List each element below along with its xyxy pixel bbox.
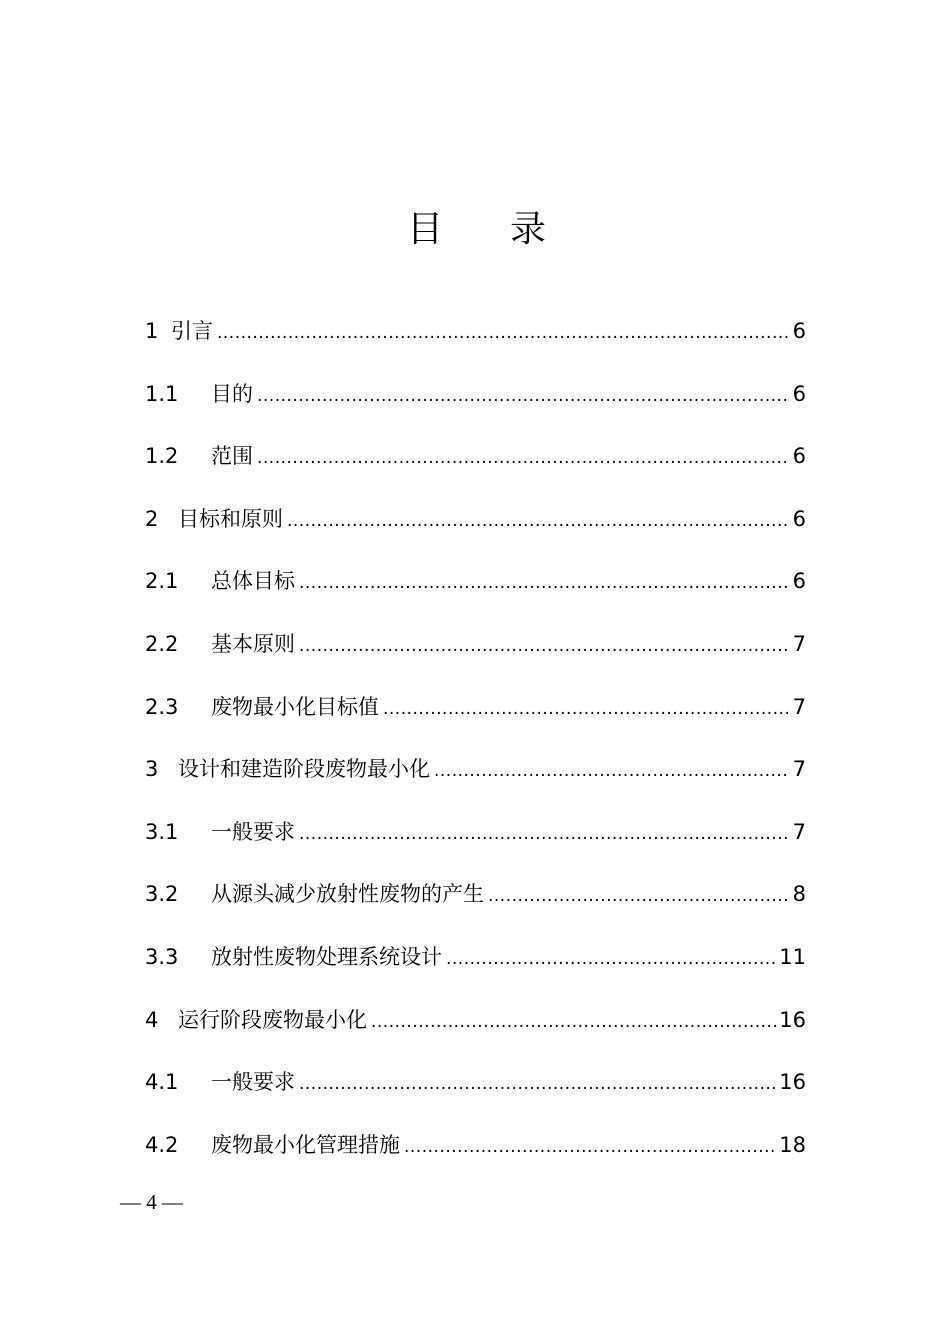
- toc-entry-number: 2.2: [145, 631, 179, 656]
- toc-title-char-1: 目: [407, 209, 444, 250]
- toc-entry-number: 4.1: [145, 1070, 179, 1095]
- toc-dot-leader: [488, 865, 790, 928]
- toc-dot-leader: [434, 740, 790, 803]
- toc-title: [0, 204, 950, 260]
- toc-entry-page: 18: [779, 1132, 806, 1157]
- toc-entry[interactable]: [145, 989, 806, 1052]
- toc-entry-title: 一般要求: [211, 819, 295, 844]
- toc-entry-title: 目的: [211, 381, 253, 406]
- toc-dot-leader: [299, 615, 790, 678]
- toc-entry-title: 从源头减少放射性废物的产生: [211, 882, 484, 907]
- toc-entry-number: 4: [145, 1007, 159, 1032]
- toc-entry[interactable]: [145, 1051, 806, 1114]
- toc-entry-page: 7: [792, 757, 806, 782]
- toc-entry[interactable]: [145, 1114, 806, 1177]
- toc-dot-leader: [299, 803, 790, 866]
- toc-entry-title: 运行阶段废物最小化: [178, 1007, 367, 1032]
- toc-entry[interactable]: [145, 801, 806, 864]
- toc-entry-title: 基本原则: [211, 631, 295, 656]
- toc-entry[interactable]: [145, 425, 806, 488]
- toc-entry-number: 1.1: [145, 381, 179, 406]
- toc-dot-leader: [299, 552, 790, 615]
- toc-dot-leader: [257, 365, 790, 428]
- toc-entry[interactable]: [145, 488, 806, 551]
- toc-entry-title: 目标和原则: [178, 506, 283, 531]
- toc-entry-title: 一般要求: [211, 1070, 295, 1095]
- toc-entry-number: 1: [145, 319, 159, 343]
- toc-entry-title: 放射性废物处理系统设计: [211, 944, 442, 969]
- toc-entry[interactable]: [145, 613, 806, 676]
- toc-entry[interactable]: [145, 926, 806, 989]
- toc-dot-leader: [299, 1053, 776, 1116]
- toc-entry-page: 6: [792, 569, 806, 594]
- toc-dot-leader: [383, 678, 790, 741]
- toc-entry[interactable]: [145, 363, 806, 426]
- toc-entry-number: 3.3: [145, 944, 179, 969]
- toc-entry[interactable]: [145, 738, 806, 801]
- toc-entry-page: 6: [792, 381, 806, 406]
- toc-entry-page: 6: [792, 319, 806, 343]
- toc-list: [145, 300, 806, 1176]
- toc-entry-number: 2.1: [145, 569, 179, 594]
- toc-entry[interactable]: [145, 550, 806, 613]
- toc-entry-page: 6: [792, 444, 806, 469]
- toc-entry[interactable]: [145, 863, 806, 926]
- toc-entry-number: 3.2: [145, 882, 179, 907]
- toc-entry-number: 3: [145, 757, 159, 782]
- toc-entry-title: 废物最小化目标值: [211, 694, 379, 719]
- toc-dot-leader: [287, 490, 790, 553]
- toc-dot-leader: [257, 427, 790, 490]
- toc-entry-number: 2: [145, 506, 159, 531]
- toc-dot-leader: [371, 991, 776, 1054]
- toc-entry-page: 16: [779, 1070, 806, 1095]
- toc-dot-leader: [217, 302, 790, 365]
- toc-dot-leader: [446, 928, 776, 991]
- toc-entry-page: 7: [792, 819, 806, 844]
- toc-entry-page: 16: [779, 1007, 806, 1032]
- toc-dot-leader: [404, 1116, 776, 1179]
- toc-entry-title: 引言: [171, 319, 213, 343]
- toc-entry-page: 8: [792, 882, 806, 907]
- toc-entry-number: 3.1: [145, 819, 179, 844]
- toc-title-char-2: 录: [510, 209, 547, 250]
- toc-entry-number: 2.3: [145, 694, 179, 719]
- toc-entry[interactable]: [145, 676, 806, 739]
- toc-entry[interactable]: [145, 300, 806, 363]
- page-number: — 4 —: [120, 1190, 183, 1214]
- toc-entry-number: 1.2: [145, 444, 179, 469]
- toc-entry-title: 总体目标: [211, 569, 295, 594]
- toc-entry-page: 6: [792, 506, 806, 531]
- toc-entry-title: 废物最小化管理措施: [211, 1132, 400, 1157]
- toc-entry-page: 11: [779, 944, 806, 969]
- toc-entry-title: 设计和建造阶段废物最小化: [178, 757, 430, 782]
- toc-entry-page: 7: [792, 631, 806, 656]
- toc-entry-number: 4.2: [145, 1132, 179, 1157]
- toc-entry-title: 范围: [211, 444, 253, 469]
- toc-entry-page: 7: [792, 694, 806, 719]
